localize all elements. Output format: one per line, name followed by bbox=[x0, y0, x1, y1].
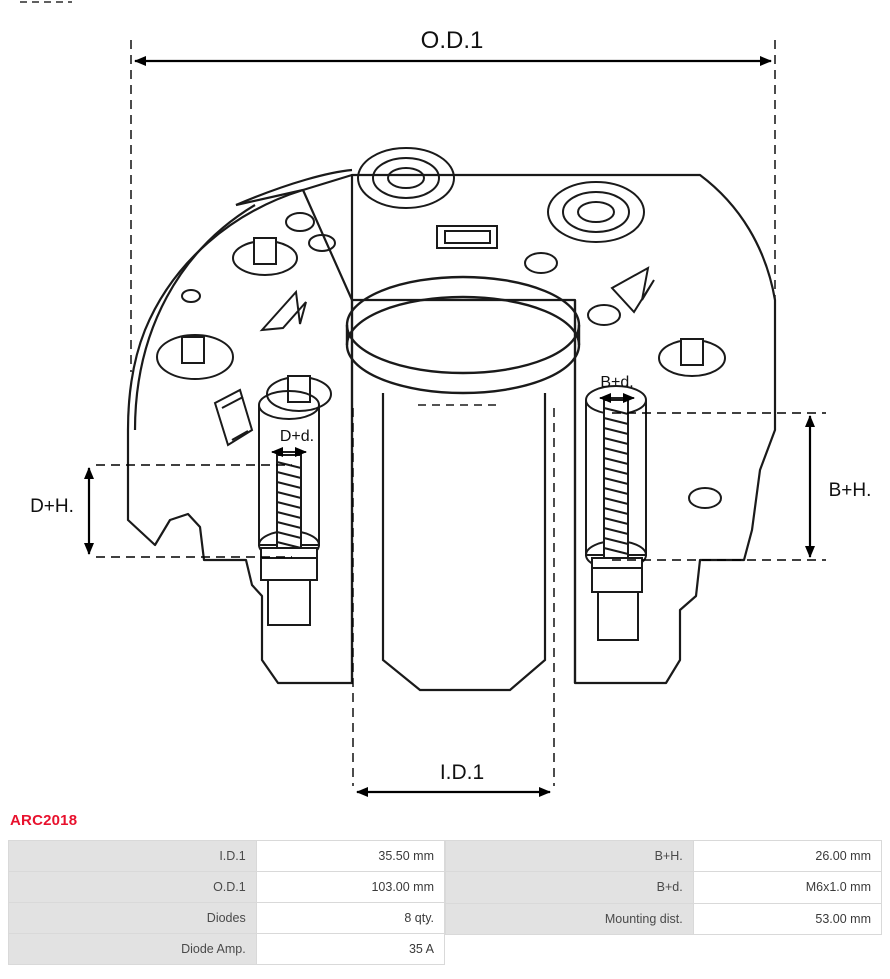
spec-label: I.D.1 bbox=[9, 841, 257, 872]
table-row bbox=[9, 872, 445, 903]
spec-label: B+H. bbox=[446, 841, 694, 872]
center-column bbox=[352, 300, 575, 690]
od-label: O.D.1 bbox=[420, 27, 484, 54]
spec-label: Diodes bbox=[9, 903, 257, 934]
table-row bbox=[9, 934, 445, 965]
spec-empty-cell bbox=[693, 934, 881, 965]
d-plus-bolt bbox=[259, 391, 319, 625]
spec-label: Mounting dist. bbox=[446, 903, 694, 934]
table-row bbox=[446, 841, 882, 872]
spec-value: 103.00 mm bbox=[256, 872, 444, 903]
dd-label: D+d. bbox=[279, 428, 315, 445]
part-number: ARC2018 bbox=[10, 812, 78, 829]
body-top-contour bbox=[135, 170, 352, 430]
spec-value: M6x1.0 mm bbox=[693, 872, 881, 903]
bh-extension-lines bbox=[612, 413, 826, 560]
spec-value: 8 qty. bbox=[256, 903, 444, 934]
id-label: I.D.1 bbox=[439, 761, 485, 784]
bd-label: B+d. bbox=[600, 374, 634, 391]
table-row-empty bbox=[446, 934, 882, 965]
rectifier-body-outline bbox=[128, 175, 775, 683]
spec-table-right bbox=[445, 840, 882, 965]
od-extension-lines bbox=[131, 40, 775, 372]
bh-label: B+H. bbox=[828, 480, 872, 501]
spec-label: O.D.1 bbox=[9, 872, 257, 903]
table-row bbox=[9, 903, 445, 934]
right-side-features bbox=[358, 148, 725, 508]
center-bore bbox=[347, 277, 579, 393]
specification-tables bbox=[8, 840, 882, 965]
table-row bbox=[446, 903, 882, 934]
table-row bbox=[446, 872, 882, 903]
b-plus-bolt bbox=[586, 386, 646, 640]
spec-value: 35.50 mm bbox=[256, 841, 444, 872]
left-side-features bbox=[157, 213, 335, 445]
table-row bbox=[9, 841, 445, 872]
dh-label: D+H. bbox=[30, 496, 74, 517]
spec-label: B+d. bbox=[446, 872, 694, 903]
spec-empty-cell bbox=[446, 934, 694, 965]
spec-table-left bbox=[8, 840, 445, 965]
spec-value: 35 A bbox=[256, 934, 444, 965]
dh-extension-lines bbox=[96, 465, 292, 557]
spec-value: 26.00 mm bbox=[693, 841, 881, 872]
spec-value: 53.00 mm bbox=[693, 903, 881, 934]
spec-label: Diode Amp. bbox=[9, 934, 257, 965]
